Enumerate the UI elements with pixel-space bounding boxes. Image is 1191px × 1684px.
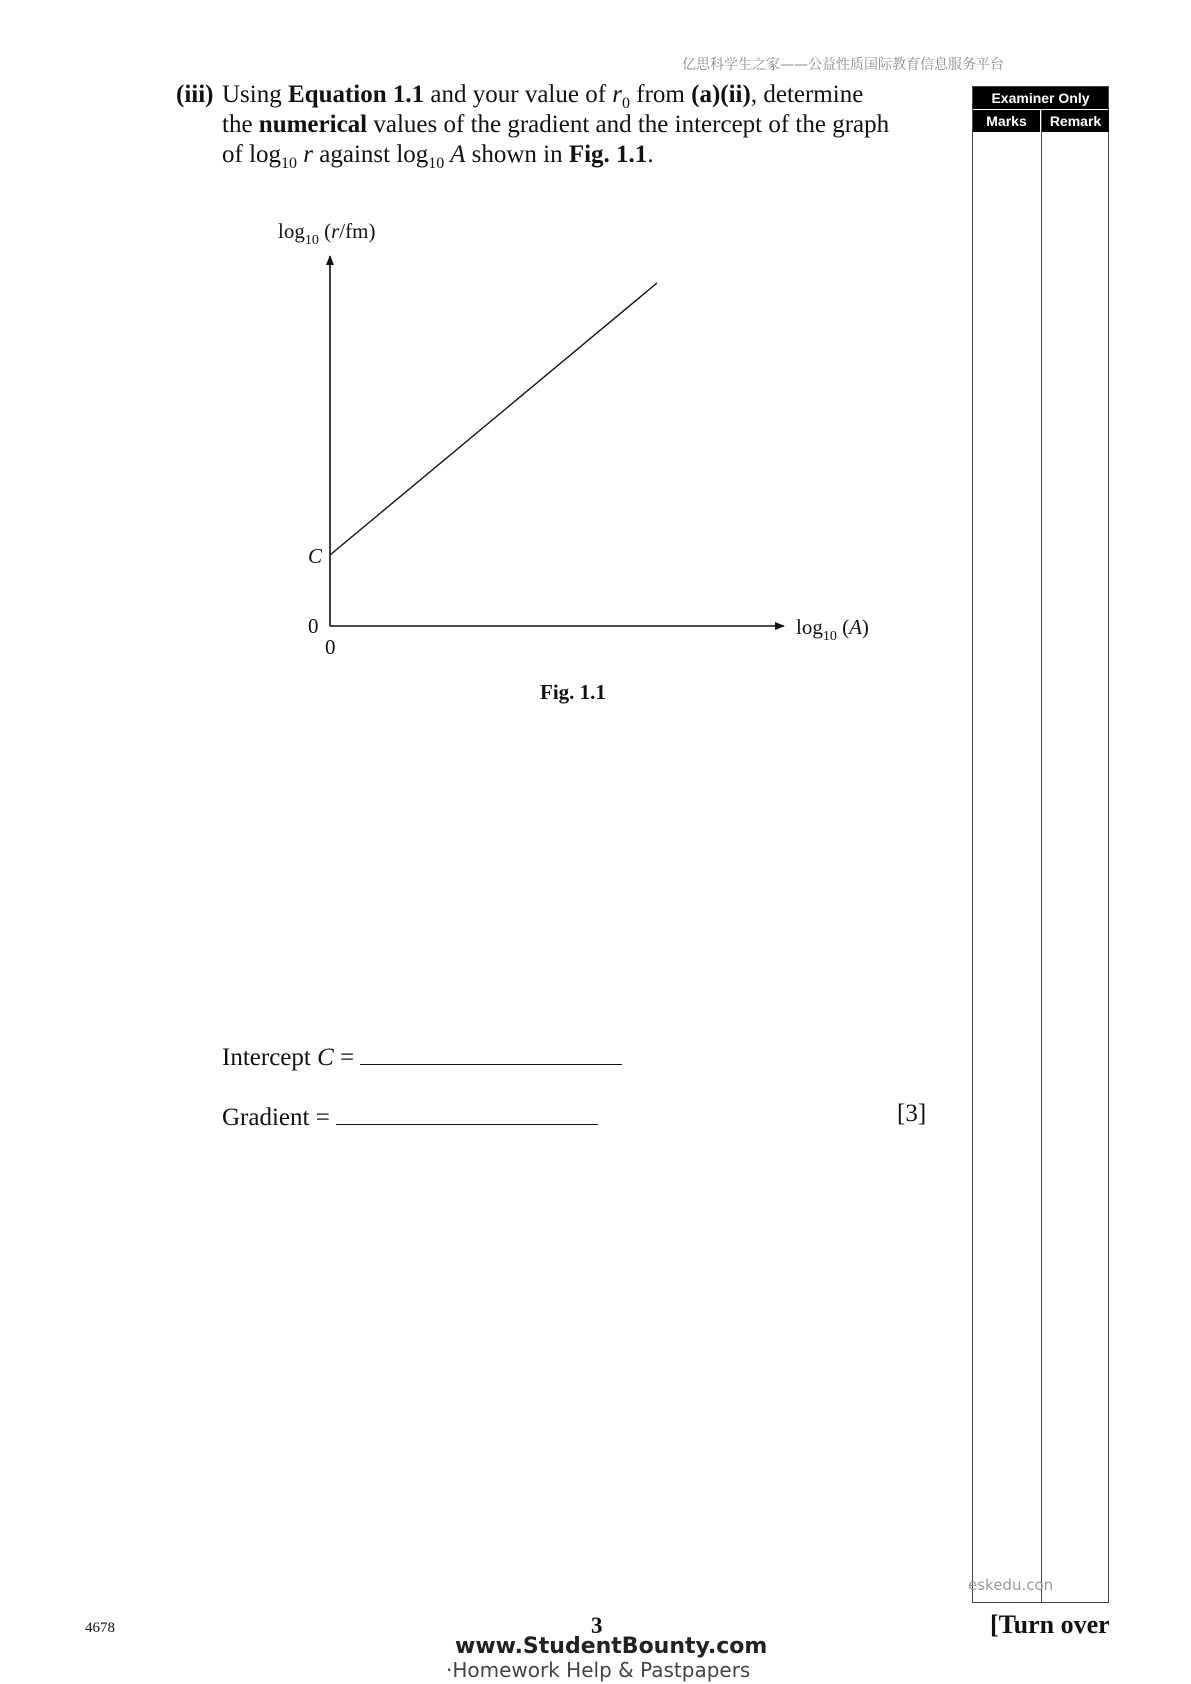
marks-allocation: [3] — [897, 1100, 927, 1127]
subscript: 10 — [281, 155, 298, 172]
header-watermark: 亿思科学生之家——公益性质国际教育信息服务平台 — [682, 57, 1004, 73]
text: Using — [222, 81, 288, 108]
text: from — [630, 81, 692, 108]
text: and your value of — [424, 81, 613, 108]
gradient-label: Gradient = — [222, 1104, 337, 1131]
column-divider — [1041, 110, 1042, 1603]
text: the — [222, 111, 259, 138]
y-mark-zero: 0 — [308, 614, 319, 638]
var-r: r — [612, 81, 623, 108]
gradient-answer-line — [222, 1102, 598, 1132]
gradient-blank[interactable] — [336, 1102, 598, 1125]
turn-over: [Turn over — [990, 1610, 1110, 1639]
y-mark-intercept-c: C — [308, 544, 323, 568]
subscript: 0 — [622, 95, 631, 112]
var-r: r — [297, 141, 314, 168]
page-number: 3 — [591, 1613, 603, 1638]
examiner-only-box — [972, 86, 1109, 1603]
equation-ref: Equation 1.1 — [287, 81, 425, 108]
graph-line — [330, 283, 657, 555]
marks-column-header: Marks — [973, 110, 1040, 132]
var-a: A — [444, 141, 466, 168]
x-mark-zero: 0 — [325, 635, 336, 659]
y-axis-label: $\log_{10} (r/fm)$ — [278, 219, 376, 248]
studentbounty-url[interactable]: www.StudentBounty.com — [455, 1634, 768, 1659]
remark-column-header: Remark — [1042, 110, 1109, 132]
text: , determine — [750, 81, 864, 108]
text: values of the gradient and the intercept of the graph — [367, 111, 890, 138]
intercept-answer-line — [222, 1042, 622, 1072]
text: of log — [222, 141, 282, 168]
var-c: C — [317, 1044, 334, 1071]
edu-watermark: eskedu.con — [968, 1576, 1054, 1594]
text: against log — [313, 141, 429, 168]
figure-ref: Fig. 1.1 — [568, 141, 648, 168]
subscript: 10 — [428, 155, 445, 172]
studentbounty-tagline: ·Homework Help & Pastpapers — [446, 1658, 751, 1682]
equals: = — [333, 1044, 361, 1071]
intercept-label: Intercept — [222, 1044, 318, 1071]
part-ref: (a)(ii) — [691, 81, 751, 108]
text: . — [647, 141, 654, 168]
emphasis: numerical — [258, 111, 368, 138]
x-axis-label: $\log_{10} (A)$ — [796, 615, 869, 644]
examiner-only-title: Examiner Only — [973, 87, 1108, 109]
paper-code: 4678 — [85, 1620, 115, 1636]
intercept-blank[interactable] — [360, 1042, 622, 1065]
text: shown in — [465, 141, 569, 168]
figure-caption: Fig. 1.1 — [540, 680, 606, 704]
question-number: (iii) — [176, 81, 214, 108]
